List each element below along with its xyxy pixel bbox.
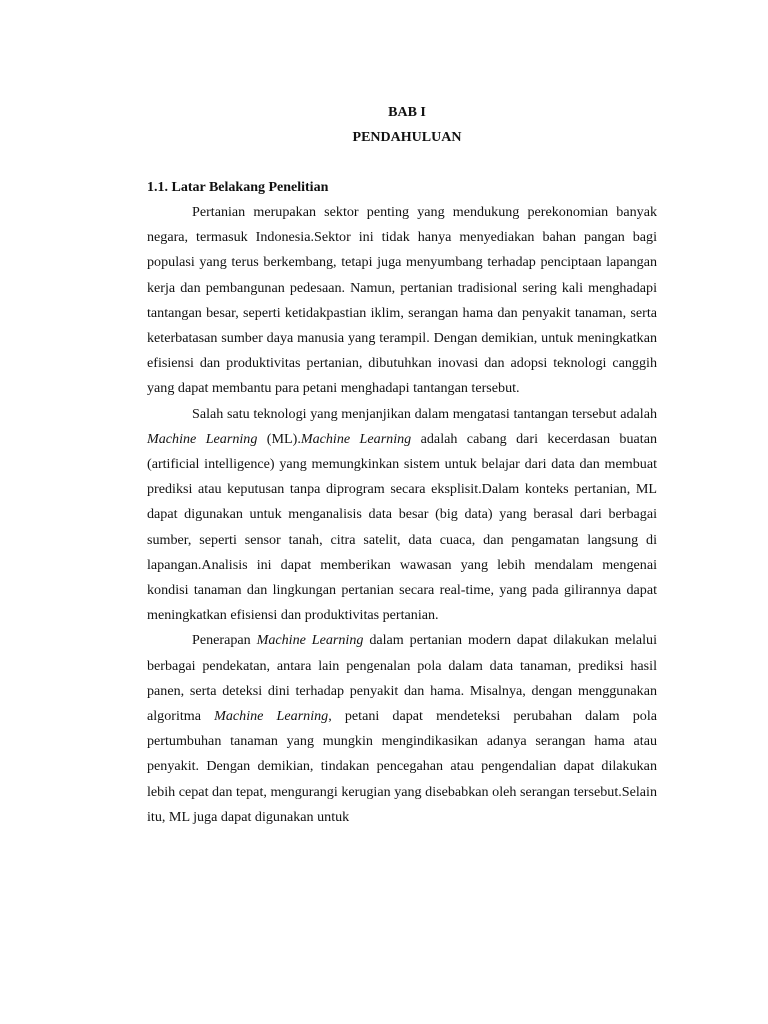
paragraph-text: Salah satu teknologi yang menjanjikan dalam mengatasi tantangan tersebut adalah [192,405,657,422]
paragraph-text: adalah cabang dari kecerdasan buatan (artificial intelligence) yang memungkinkan sistem untuk belajar dari data dan membuat prediksi atau keputusan tanpa diprogram secara eksplisit.Dalam konteks pertanian, ML dapat digunakan untuk menganalisis data besar (big data) yang berasal dari berbagai sumber, seperti sensor tanah, citra satelit, data cuaca, dan pengamatan langsung di lapangan.Analisis ini dapat memberikan wawasan yang lebih mendalam mengenai kondisi tanaman dan lingkungan pertanian secara real-time, yang pada gilirannya dapat meningkatkan efisiensi dan produktivitas pertanian. [147,430,657,624]
paragraph-text: Pertanian merupakan sektor penting yang mendukung perekonomian banyak negara, termasuk Indonesia.Sektor ini tidak hanya menyediakan bahan pangan bagi populasi yang terus berkembang, tetapi juga menyumbang terhadap penciptaan lapangan kerja dan pembangunan pedesaan. Namun, pertanian tradisional sering kali menghadapi tantangan besar, seperti ketidakpastian iklim, serangan hama dan penyakit tanaman, serta keterbatasan sumber daya manusia yang terampil. Dengan demikian, untuk meningkatkan efisiensi dan produktivitas pertanian, dibutuhkan inovasi dan adopsi teknologi canggih yang dapat membantu para petani menghadapi tantangan tersebut. [147,204,657,397]
paragraph-text: (ML). [257,430,301,447]
italic-term: Machine Learning [256,632,364,649]
italic-term: Machine Learning [147,430,258,447]
paragraph-text: dalam pertanian modern dapat dilakukan melalui berbagai pendekatan, antara lain pengenalan pola dalam data tanaman, prediksi hasil panen, serta deteksi dini terhadap penyakit dan hama. Misalnya, dengan menggunakan algoritma [147,632,657,725]
chapter-title: PENDAHULUAN [352,130,462,145]
paragraph [147,628,657,830]
body-text [147,200,657,830]
section-heading: 1.1. Latar Belakang Penelitian [147,180,329,195]
italic-term: Machine Learning [300,430,412,447]
paragraph [147,200,657,402]
italic-term: Machine Learning [214,708,329,725]
paragraph-text: Penerapan [192,632,257,649]
chapter-number: BAB I [388,105,426,120]
paragraph [147,402,657,629]
paragraph-text: , petani dapat mendeteksi perubahan dalam pola pertumbuhan tanaman yang mungkin mengindikasikan adanya serangan hama atau penyakit. Dengan demikian, tindakan pencegahan atau pengendalian dapat dilakukan lebih cepat dan tepat, mengurangi kerugian yang disebabkan oleh serangan tersebut.Selain itu, ML juga dapat digunakan untuk [147,708,657,825]
